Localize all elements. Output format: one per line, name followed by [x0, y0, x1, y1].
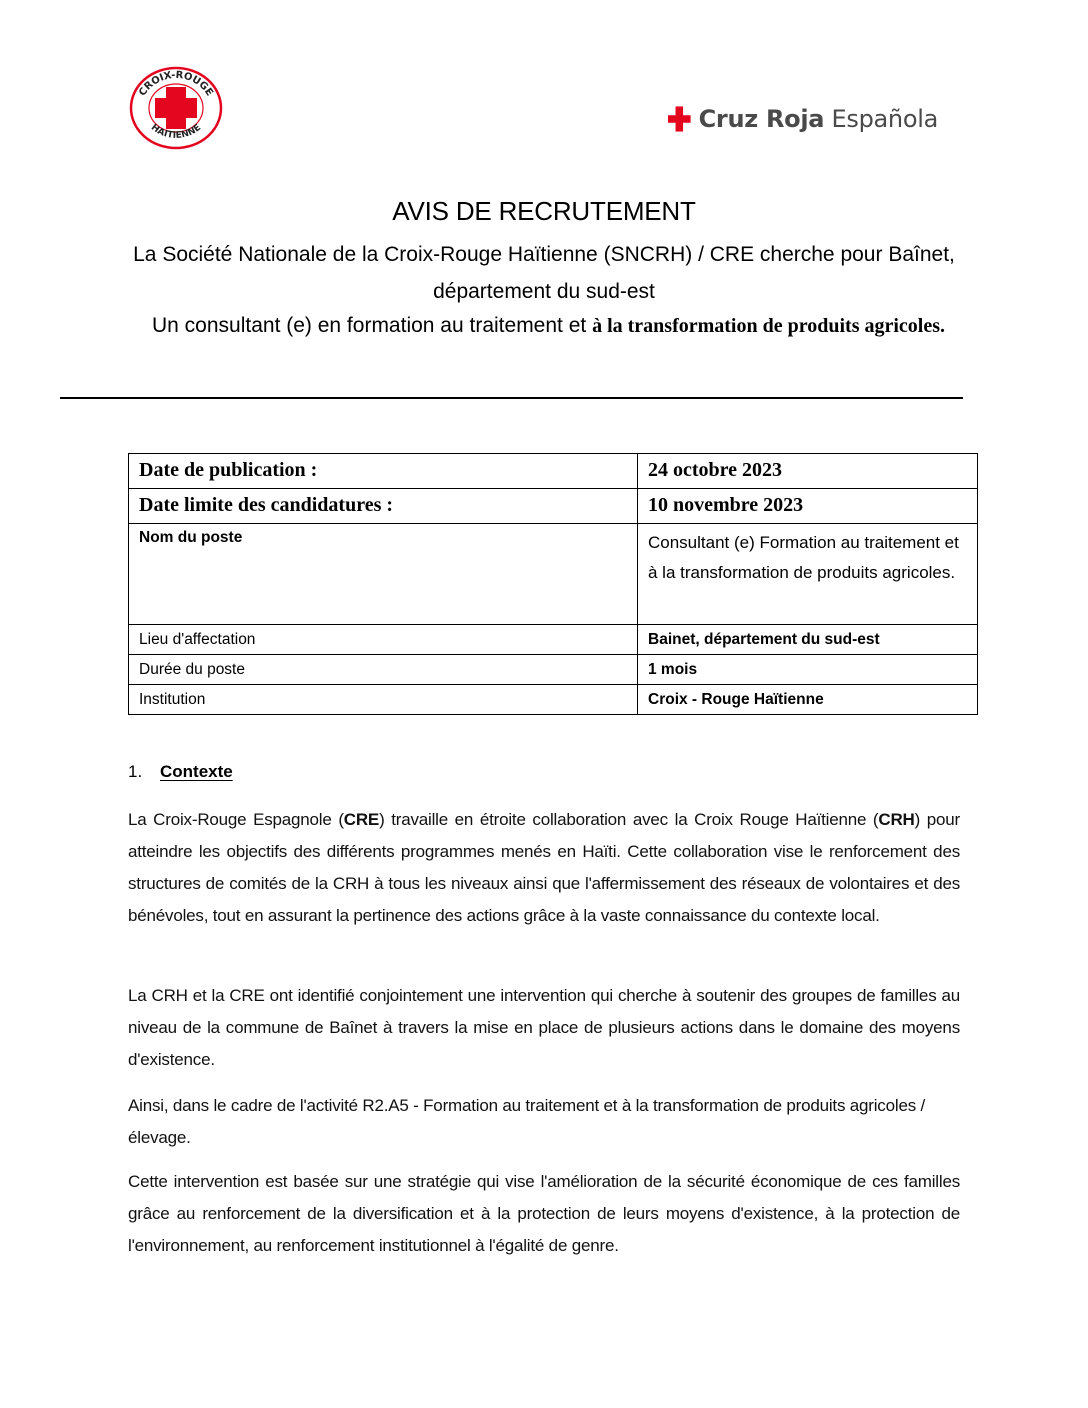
table-row [129, 655, 978, 685]
table-value: 24 octobre 2023 [638, 454, 978, 489]
table-row [129, 625, 978, 655]
position-intro: Un consultant (e) en formation au traitement et [152, 314, 587, 337]
paragraph-4: Cette intervention est basée sur une stratégie qui vise l'amélioration de la sécurité économique de ces familles grâce au renforcement de la diversification et à la protection de leurs moyens d'existence, à la protection de l'environnement, au renforcement institutionnel à l'égalité de genre. [128, 1172, 960, 1255]
table-row [129, 524, 978, 625]
table-value: 1 mois [638, 655, 978, 685]
horizontal-divider [60, 397, 963, 399]
table-row [129, 454, 978, 489]
crh-logo-top-text: CROIX-ROUGE [137, 69, 215, 99]
cre-logo-text: Cruz Roja Española [698, 105, 938, 133]
table-value: Croix - Rouge Haïtienne [638, 685, 978, 715]
paragraph-1: La Croix-Rouge Espagnole (CRE) travaille en étroite collaboration avec la Croix Rouge Haïtienne (CRH) pour atteindre les objectifs des différents programmes menés en Haïti. Cette collaboration vise le renforcement des structures de comités de la CRH à tous les niveaux ainsi que l'affermissement des réseaux de volontaires et des bénévoles, tout en assurant la pertinence des actions grâce à la vaste connaissance du contexte local. [128, 810, 961, 925]
section-number: 1. [128, 762, 143, 781]
job-info-table [128, 453, 978, 715]
table-label: Lieu d'affectation [129, 625, 638, 655]
table-label: Date limite des candidatures : [129, 489, 638, 524]
section-heading-contexte [128, 762, 233, 782]
page-title: AVIS DE RECRUTEMENT [392, 196, 696, 226]
paragraph-3: Ainsi, dans le cadre de l'activité R2.A5 - Formation au traitement et à la transformation de produits agricoles / élevage. [128, 1096, 926, 1147]
section-title: Contexte [160, 762, 233, 781]
table-row [129, 685, 978, 715]
red-cross-icon [668, 99, 691, 139]
table-label: Institution [129, 685, 638, 715]
table-label: Durée du poste [129, 655, 638, 685]
position-heading [128, 308, 960, 344]
cruz-roja-espanola-logo [668, 98, 938, 140]
table-value: Bainet, département du sud-est [638, 625, 978, 655]
page-subtitle: La Société Nationale de la Croix-Rouge Haïtienne (SNCRH) / CRE cherche pour Baînet, département du sud-est [133, 243, 955, 303]
position-rest: à la transformation de produits agricoles. [592, 315, 946, 337]
crh-logo-bottom-text: HAITIENNE [148, 122, 204, 141]
table-value: 10 novembre 2023 [638, 489, 978, 524]
table-label: Nom du poste [129, 524, 638, 625]
table-value: Consultant (e) Formation au traitement et à la transformation de produits agricoles. [638, 524, 978, 625]
table-label: Date de publication : [129, 454, 638, 489]
paragraph-2: La CRH et la CRE ont identifié conjointement une intervention qui cherche à soutenir des groupes de familles au niveau de la commune de Baînet à travers la mise en place de plusieurs actions dans le domaine des moyens d'existence. [128, 986, 960, 1069]
croix-rouge-haitienne-logo [128, 66, 224, 150]
table-row [129, 489, 978, 524]
